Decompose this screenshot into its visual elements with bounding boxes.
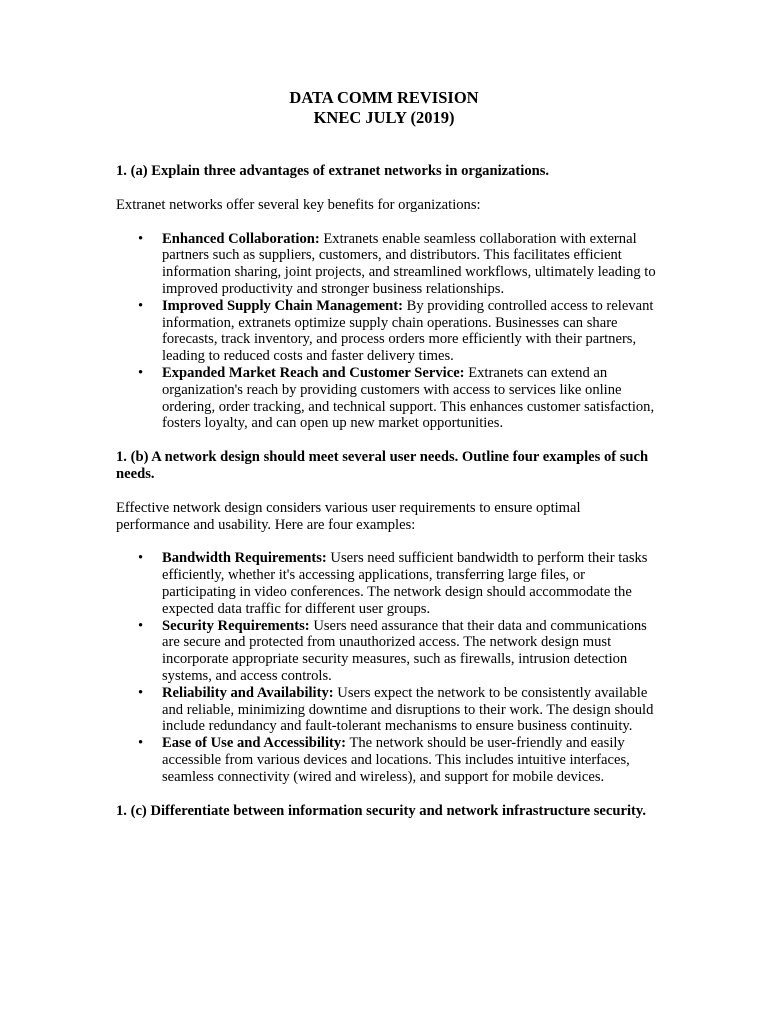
intro-1a: Extranet networks offer several key benefits for organizations: (116, 196, 481, 213)
item-text: Extranets can extend an organization's reach by providing customers with access to services like online ordering, order tracking, and technical support. This enhances customer satisfaction, fosters loyalty, and can open up new market opportunities. (162, 364, 655, 432)
list-item (138, 364, 656, 432)
item-term: Improved Supply Chain Management: (162, 297, 403, 314)
bullet-list-1b (116, 550, 656, 785)
list-item (138, 617, 656, 685)
item-term: Security Requirements: (162, 617, 310, 634)
item-term: Bandwidth Requirements: (162, 550, 327, 567)
question-1a: 1. (a) Explain three advantages of extranet networks in organizations. (116, 163, 550, 179)
document-header (0, 88, 768, 127)
document-subtitle: KNEC JULY (2019) (313, 107, 455, 127)
list-item (138, 684, 656, 735)
document-title: DATA COMM REVISION (289, 88, 479, 107)
bullet-list-1a (116, 231, 656, 433)
list-item (138, 297, 656, 365)
item-text: The network should be user-friendly and easily accessible from various devices and locations. This includes intuitive interfaces, seamless connectivity (wired and wireless), and support for mobile devices. (162, 735, 630, 785)
bullet-icon: • (138, 364, 144, 381)
document-body (116, 163, 656, 819)
list-item (138, 550, 656, 617)
list-item (138, 735, 656, 785)
item-term: Expanded Market Reach and Customer Service: (162, 364, 465, 381)
bullet-icon: • (138, 684, 144, 701)
item-text: Users expect the network to be consistently available and reliable, minimizing downtime and disruptions to their work. The design should include redundancy and fault-tolerant mechanisms to ensure business continuity. (162, 684, 654, 735)
item-term: Reliability and Availability: (162, 684, 334, 701)
item-text: Users need sufficient bandwidth to perform their tasks efficiently, whether it's accessing applications, transferring large files, or participating in video conferences. The network design should accommodate the expected data traffic for different user groups. (162, 550, 648, 617)
list-item (138, 230, 656, 298)
bullet-icon: • (138, 617, 144, 634)
bullet-icon: • (138, 230, 144, 247)
bullet-icon: • (138, 550, 144, 567)
item-text: Extranets enable seamless collaboration with external partners such as suppliers, customers, and distributors. This facilitates efficient information sharing, joint projects, and streamlined workflows, ultimately leading to improved productivity and stronger business relationships. (162, 230, 656, 297)
bullet-icon: • (138, 735, 144, 752)
question-1b: 1. (b) A network design should meet several user needs. Outline four examples of such needs. (116, 449, 649, 482)
bullet-icon: • (138, 297, 144, 314)
intro-1b: Effective network design considers various user requirements to ensure optimal performance and usability. Here are four examples: (116, 499, 581, 533)
question-1c: 1. (c) Differentiate between information security and network infrastructure security. (116, 802, 646, 819)
item-text: By providing controlled access to relevant information, extranets optimize supply chain operations. Businesses can share forecasts, track inventory, and process orders more efficiently with their partners, leading to reduced costs and faster delivery times. (162, 297, 654, 365)
item-term: Ease of Use and Accessibility: (162, 735, 347, 752)
item-term: Enhanced Collaboration: (162, 230, 320, 247)
item-text: Users need assurance that their data and communications are secure and protected from unauthorized access. The network design must incorporate appropriate security measures, such as firewalls, intrusion detection systems, and access controls. (162, 617, 647, 684)
